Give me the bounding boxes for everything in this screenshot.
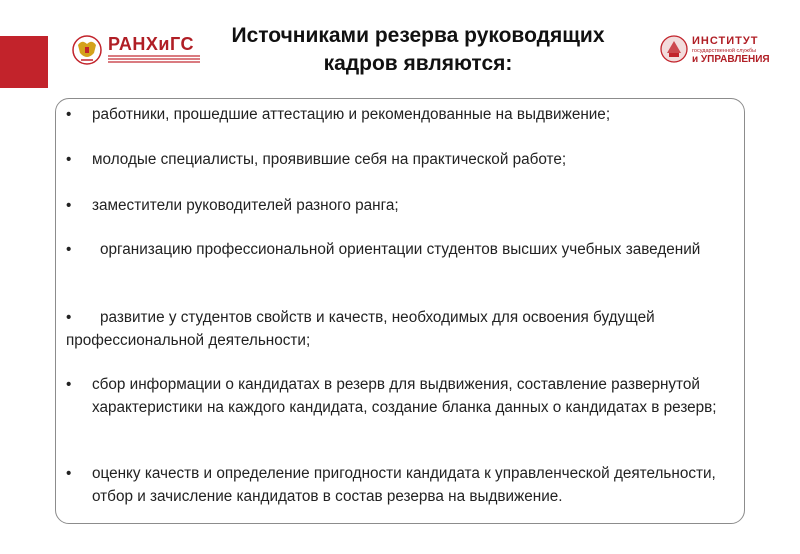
list-item [66, 149, 736, 172]
bullet: • [66, 106, 72, 123]
list-item [66, 195, 736, 218]
slide-title [188, 22, 648, 78]
bullet: • [66, 376, 72, 393]
list-item-text: заместители руководителей разного ранга; [92, 197, 399, 214]
bullet: • [66, 241, 72, 258]
institute-logo-line-2: государственной службы [692, 48, 757, 54]
bullet: • [66, 197, 72, 214]
list-item [66, 374, 736, 419]
list-item-text: организацию профессиональной ориентации студентов высших учебных заведений [100, 241, 701, 258]
ranepa-logo-subtitle [108, 55, 200, 65]
double-headed-eagle-icon [72, 33, 102, 67]
list-item [66, 307, 736, 352]
content-box [55, 98, 745, 524]
ranepa-logo [72, 30, 204, 72]
institute-logo-line-1: ИНСТИТУТ [692, 35, 759, 47]
institute-emblem-icon [660, 34, 688, 64]
ranepa-logo-text: РАНХиГС [108, 34, 194, 54]
institute-logo-line-3: и УПРАВЛЕНИЯ [692, 54, 770, 65]
list-item-text: сбор информации о кандидатах в резерв для выдвижения, составление развернутой характеристики на каждого кандидата, создание бланка данных о кандидатах в резерв; [92, 376, 717, 416]
list-item-text: развитие у студентов свойств и качеств, необходимых для освоения будущей профессиональной деятельности; [66, 309, 655, 349]
accent-bar [0, 36, 48, 88]
bullet: • [66, 309, 72, 326]
bullet: • [66, 465, 72, 482]
list-item [66, 463, 736, 508]
slide-title-line-1: Источниками резерва руководящих [231, 24, 605, 47]
list-item [66, 104, 736, 127]
list-item-text: оценку качеств и определение пригодности кандидата к управленческой деятельности, отбор и зачисление кандидатов в состав резерва на выдвижение. [92, 465, 716, 505]
institute-logo [660, 34, 772, 70]
slide-title-line-2: кадров являются: [323, 52, 513, 75]
list-item [66, 239, 736, 262]
list-item-text: работники, прошедшие аттестацию и рекомендованные на выдвижение; [92, 106, 611, 123]
bullet: • [66, 151, 72, 168]
list-item-text: молодые специалисты, проявившие себя на практической работе; [92, 151, 567, 168]
